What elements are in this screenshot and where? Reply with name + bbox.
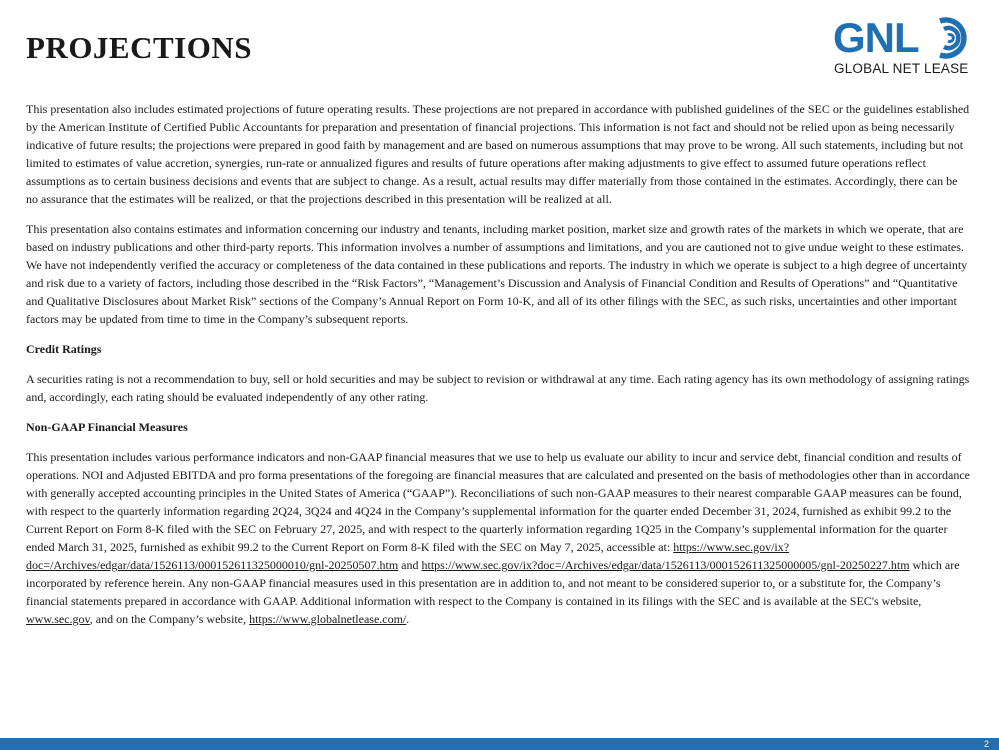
disclaimer-body [26, 100, 972, 640]
sec-website-link[interactable]: www.sec.gov [26, 612, 90, 626]
projections-paragraph-1: This presentation also includes estimated projections of future operating results. These projections are not prepared in accordance with published guidelines of the SEC or the guidelines established by the American Institute of Certified Public Accountants for preparation and presentation of financial projections. This information is not fact and should not be relied upon as being necessarily indicative of future results; the projections were prepared in good faith by management and are based on numerous assumptions that may prove to be wrong. All such statements, including but not limited to estimates of value accretion, synergies, run-rate or annualized figures and results of future operations after making adjustments to give effect to assumed future operations reflect assumptions as to certain business decisions and events that are subject to change. As a result, actual results may differ materially from those contained in the estimates. Accordingly, there can be no assurance that the estimates will be realized, or that the projections described in this presentation will be realized at all. [26, 102, 970, 206]
crescent-arcs-icon [934, 17, 976, 59]
non-gaap-heading: Non-GAAP Financial Measures [26, 420, 188, 434]
credit-ratings-heading: Credit Ratings [26, 342, 102, 356]
non-gaap-paragraph [26, 448, 972, 628]
non-gaap-text-1: This presentation includes various performance indicators and non-GAAP financial measures that we use to help us evaluate our ability to incur and service debt, financial condition and results of operations. NOI and Adjusted EBITDA and pro forma presentations of the foregoing are financial measures that are calculated and presented on the basis of methodologies other than in accordance with generally accepted accounting principles in the United States of America (“GAAP”). Reconciliations of such non-GAAP measures to their nearest comparable GAAP measures can be found, with respect to the quarterly information regarding 2Q24, 3Q24 and 4Q24 in the Company’s supplemental information for the quarter ended December 31, 2024, furnished as exhibit 99.2 to the Current Report on Form 8-K filed with the SEC on February 27, 2025, and with respect to the quarterly information regarding 1Q25 in the Company’s supplemental information for the quarter ended March 31, 2025, furnished as exhibit 99.2 to the Current Report on Form 8-K filed with the SEC on May 7, 2025, accessible at: [26, 450, 971, 554]
non-gaap-and: and [398, 558, 422, 572]
page-title: PROJECTIONS [26, 30, 252, 65]
gnl-logo [833, 15, 977, 83]
sec-filing-link-february[interactable]: https://www.sec.gov/ix?doc=/Archives/edgar/data/1526113/000152611325000005/gnl-20250227.htm [421, 558, 910, 572]
footer-bar [0, 738, 999, 750]
sec-filing-link-may[interactable]: https://www.sec.gov/ix?doc=/Archives/edgar/data/1526113/000152611325000010/gnl-20250507.htm [26, 540, 790, 572]
non-gaap-text-2: which are incorporated by reference herein. Any non-GAAP financial measures used in this presentation are in addition to, and not meant to be considered superior to, or a substitute for, the Company’s financial statements prepared in accordance with GAAP. Additional information with respect to the Company is contained in its filings with the SEC and is available at the SEC's website, [26, 558, 960, 608]
page-number: 2 [983, 739, 989, 749]
credit-ratings-paragraph: A securities rating is not a recommendation to buy, sell or hold securities and may be subject to revision or withdrawal at any time. Each rating agency has its own methodology of assigning ratings and, accordingly, each rating should be evaluated independently of any other rating. [26, 372, 970, 404]
non-gaap-text-3: , and on the Company’s website, [89, 612, 250, 626]
logo-tagline: GLOBAL NET LEASE [834, 61, 969, 76]
company-website-link[interactable]: https://www.globalnetlease.com/ [249, 612, 407, 626]
projections-paragraph-2: This presentation also contains estimates and information concerning our industry and tenants, including market position, market size and growth rates of the markets in which we operate, that are based on industry publications and other third-party reports. This information involves a number of assumptions and limitations, and you are cautioned not to give undue weight to these estimates. We have not independently verified the accuracy or completeness of the data contained in these publications and reports. The industry in which we operate is subject to a high degree of uncertainty and risk due to a variety of factors, including those described in the “Risk Factors”, “Management’s Discussion and Analysis of Financial Condition and Results of Operations” and “Quantitative and Qualitative Disclosures about Market Risk” sections of the Company’s Annual Report on Form 10-K, and all of its other filings with the SEC, as such risks, uncertainties and other important factors may be updated from time to time in the Company’s subsequent reports. [26, 222, 968, 326]
non-gaap-text-4: . [406, 612, 410, 626]
logo-wordmark: GNL [833, 14, 919, 61]
